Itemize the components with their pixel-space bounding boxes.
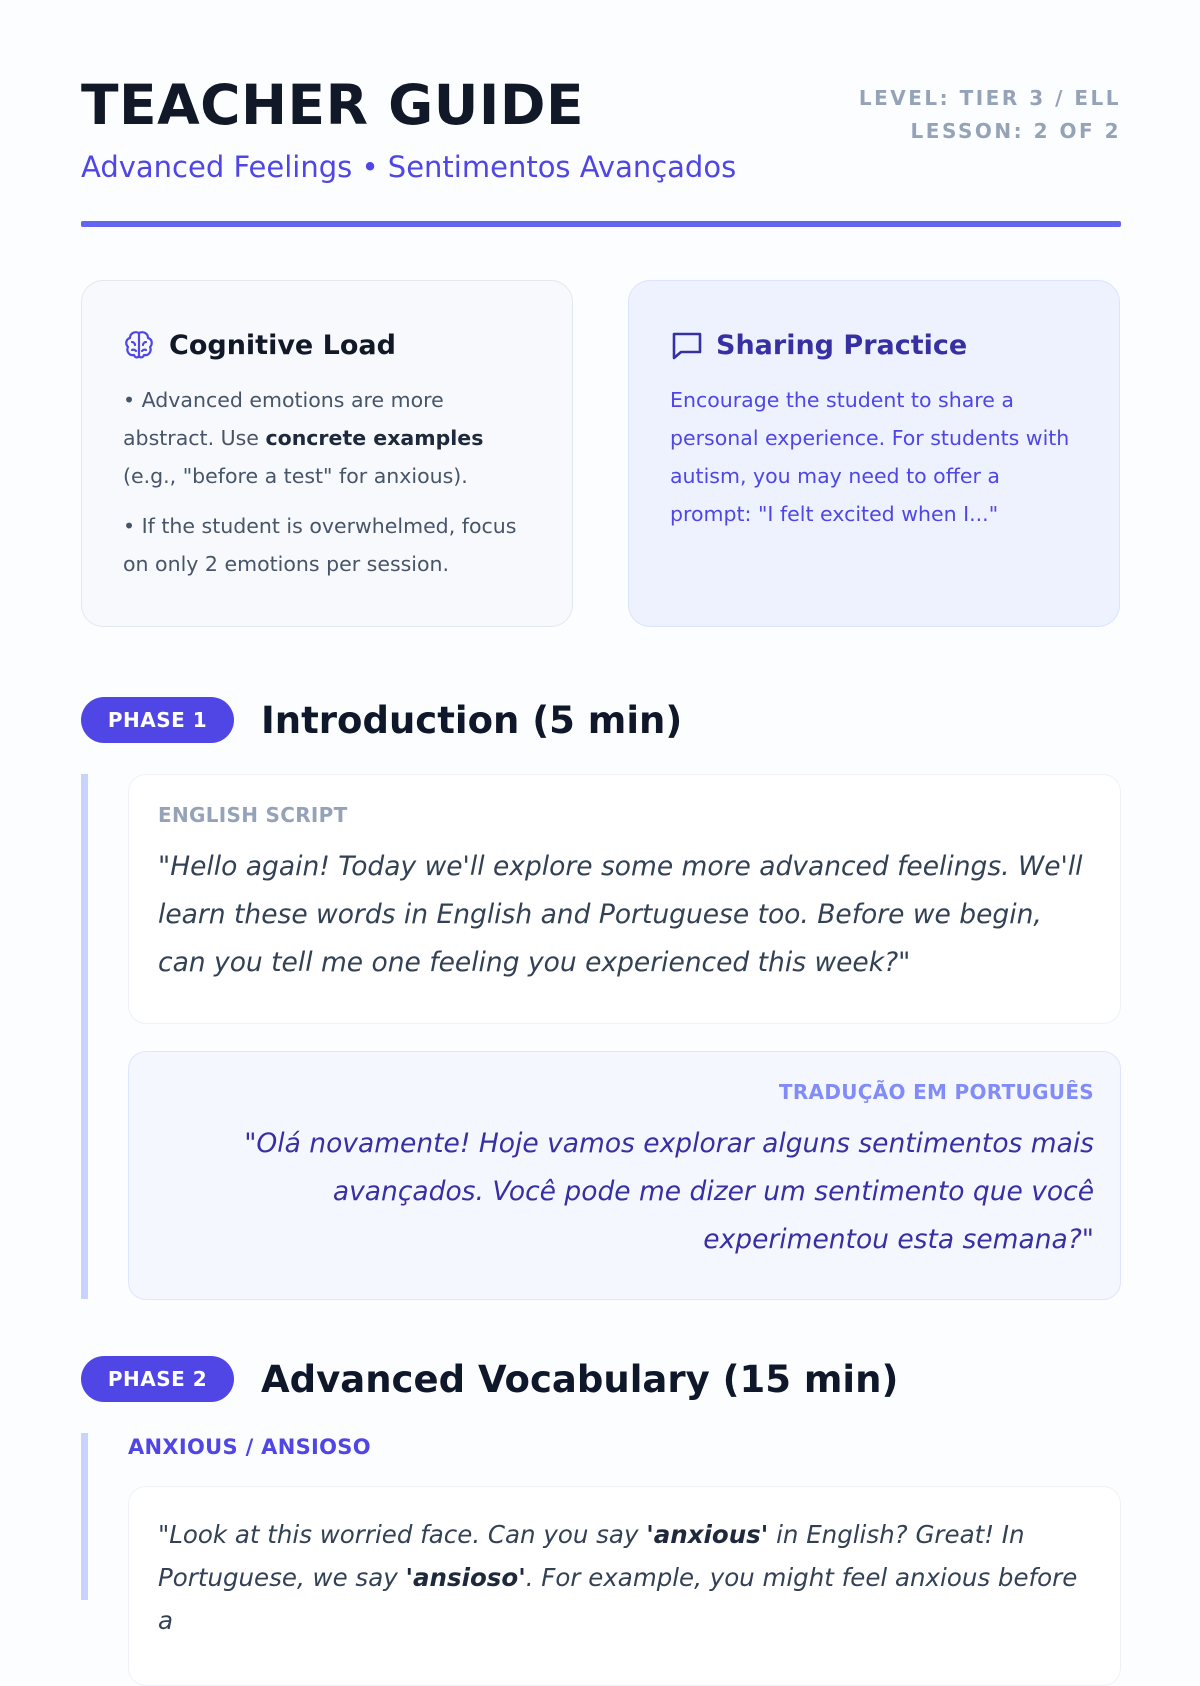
vocab-script-box [128,1486,1121,1686]
page-header [81,0,1121,228]
sharing-practice-text: Encourage the student to share a personal experience. For students with autism, you may need to offer a prompt: "I felt excited when I..." [670,388,1070,526]
portuguese-script-label: TRADUÇÃO EM PORTUGUÊS [778,1080,1094,1104]
card-title: Sharing Practice [716,329,968,361]
cognitive-load-card [81,280,573,627]
phase-1-accent-bar [81,774,88,1299]
lesson-number: LESSON: 2 OF 2 [910,119,1121,143]
phase-1-header [81,696,682,744]
phase-1-title: Introduction (5 min) [261,698,683,742]
teacher-guide-page [81,0,1121,1635]
header-divider [81,221,1121,227]
sharing-practice-card [628,280,1120,627]
phase-2-accent-bar [81,1433,88,1600]
english-script-box [128,774,1121,1024]
phase-2-header [81,1355,898,1403]
portuguese-script-text: "Olá novamente! Hoje vamos explorar alguns sentimentos mais avançados. Você pode me dizer um sentimento que você experimentou esta semana?" [244,1128,1094,1255]
info-cards [81,280,1121,627]
cognitive-load-bullet-1: • Advanced emotions are more abstract. Use concrete examples (e.g., "before a test" for anxious). [123,388,484,488]
phase-2-badge: PHASE 2 [81,1356,234,1402]
english-script-text: "Hello again! Today we'll explore some more advanced feelings. We'll learn these words in English and Portuguese too. Before we begin, can you tell me one feeling you experienced this week?" [158,851,1083,978]
english-script-label: ENGLISH SCRIPT [158,803,348,827]
cognitive-load-bullet-2: • If the student is overwhelmed, focus on only 2 emotions per session. [123,514,517,576]
vocab-word-label: ANXIOUS / ANSIOSO [128,1435,371,1459]
page-subtitle: Advanced Feelings • Sentimentos Avançados [81,150,737,184]
level-label: LEVEL: TIER 3 / ELL [858,86,1121,110]
phase-1-badge: PHASE 1 [81,697,234,743]
chat-bubble-icon [670,328,704,362]
vocab-script-text: "Look at this worried face. Can you say 'anxious' in English? Great! In Portuguese, we say 'ansioso'. For example, you might feel anxious before a [158,1520,1078,1635]
brain-icon [123,328,157,362]
phase-2-title: Advanced Vocabulary (15 min) [261,1357,899,1401]
portuguese-translation-box [128,1051,1121,1300]
lesson-meta [859,82,1121,148]
page-title: TEACHER GUIDE [81,73,585,137]
card-title: Cognitive Load [169,329,396,361]
